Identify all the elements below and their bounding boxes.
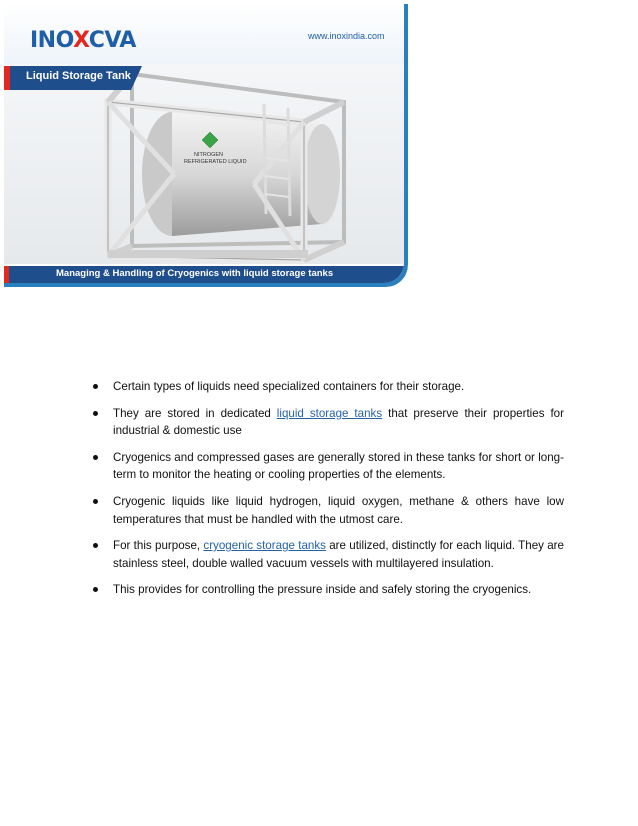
bullet-item xyxy=(90,581,564,599)
inoxcva-logo: INOXCVA xyxy=(30,28,136,53)
site-url: www.inoxindia.com xyxy=(308,31,385,41)
bullet-text: They are stored in dedicated xyxy=(113,406,277,420)
banner-inner xyxy=(4,4,404,283)
tank-label-1: NITROGEN xyxy=(194,152,224,158)
bullet-text: Certain types of liquids need specialized containers for their storage. xyxy=(113,380,465,393)
banner-title: Liquid Storage Tank xyxy=(26,70,131,82)
tank-label-2: REFRIGERATED LIQUID xyxy=(184,159,247,165)
banner xyxy=(4,4,408,287)
bullet-item xyxy=(90,405,564,440)
bullet-text: This provides for controlling the pressure inside and safely storing the cryogenics. xyxy=(113,583,532,597)
bullet-text: that preserve their properties for industrial & domestic use xyxy=(113,406,564,438)
bullet-item xyxy=(90,449,564,484)
caption-accent xyxy=(4,266,9,283)
bullet-item xyxy=(90,493,564,528)
bullet-text: are utilized, distinctly for each liquid. They are stainless steel, double walled vacuum vessels with multilayered insulation. xyxy=(113,539,564,570)
bullet-list xyxy=(90,378,564,608)
bullet-item xyxy=(90,378,564,396)
liquid-storage-tanks-link[interactable]: liquid storage tanks xyxy=(276,406,383,420)
title-accent xyxy=(4,66,10,90)
bullet-item xyxy=(90,537,564,572)
banner-caption: Managing & Handling of Cryogenics with liquid storage tanks xyxy=(56,268,334,279)
bullet-text: Cryogenics and compressed gases are generally stored in these tanks for short or long-term to monitor the heating or cooling properties of the elements. xyxy=(113,450,564,482)
bullet-text: Cryogenic liquids like liquid hydrogen, liquid oxygen, methane & others have low temperatures that must be handled with the utmost care. xyxy=(113,494,564,526)
bullet-text: For this purpose, xyxy=(113,539,204,553)
tank-photo xyxy=(4,64,404,264)
cryogenic-storage-tanks-link[interactable]: cryogenic storage tanks xyxy=(203,539,326,553)
